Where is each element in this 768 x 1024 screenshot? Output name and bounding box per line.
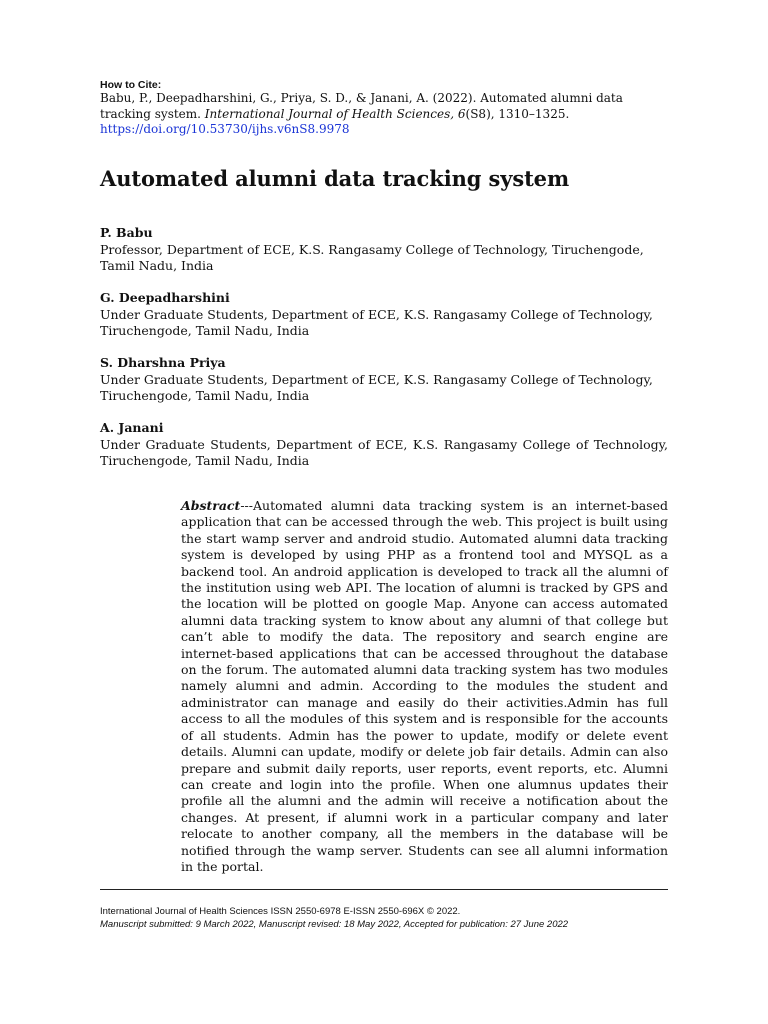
paper-title: Automated alumni data tracking system [100,166,570,191]
how-to-cite-label: How to Cite: [100,79,162,91]
author-name: P. Babu [100,225,153,240]
author-block [100,420,668,470]
abstract [181,498,668,875]
citation-journal: International Journal of Health Sciences, 6 [204,106,466,121]
doi-link[interactable]: https://doi.org/10.53730/ijhs.v6nS8.9978 [100,122,350,136]
citation [100,91,668,138]
author-affiliation: Under Graduate Students, Department of ECE, K.S. Rangasamy College of Technology, Tiruchengode, Tamil Nadu, India [100,306,653,338]
citation-text: Babu, P., Deepadharshini, G., Priya, S. D., & Janani, A. (2022). Automated alumni data tracking system. [100,91,623,121]
author-affiliation: Under Graduate Students, Department of ECE, K.S. Rangasamy College of Technology, Tiruchengode, Tamil Nadu, India [100,371,653,403]
author-name: G. Deepadharshini [100,290,230,305]
citation-issue: (S8), 1310–1325. [465,106,570,121]
author-block [100,225,668,275]
abstract-text: ---Automated alumni data tracking system is an internet-based application that can be accessed through the web. This project is built using the start wamp server and android studio. Automated alumni data tracking system is developed by using PHP as a frontend tool and MYSQL as a backend tool. An android application is developed to track all the alumni of the institution using web API. The location of alumni is tracked by GPS and the location will be plotted on google Map. Anyone can access automated alumni data tracking system to know about any alumni of that college but can’t able to modify the data. The repository and search engine are internet-based applications that can be accessed throughout the database on the forum. The automated alumni data tracking system has two modules namely alumni and admin. According to the modules the student and administrator can manage and easily do their activities.Admin has full access to all the modules of this system and is responsible for the accounts of all students. Admin has the power to update, modify or delete event details. Alumni can update, modify or delete job fair details. Admin can also prepare and submit daily reports, user reports, event reports, etc. Alumni can create and login into the profile. When one alumnus updates their profile all the alumni and the admin will receive a notification about the changes. At present, if alumni work in a particular company and later relocate to another company, all the members in the database will be notified through the wamp server. Students can see all alumni information in the portal. [181,498,668,874]
author-block [100,355,668,405]
footer-journal-line: International Journal of Health Sciences ISSN 2550-6978 E-ISSN 2550-696X © 2022. [100,906,461,917]
footer-divider [100,889,668,890]
author-name: A. Janani [100,420,164,435]
author-block [100,290,668,340]
footer [100,905,668,931]
footer-dates: Manuscript submitted: 9 March 2022, Manuscript revised: 18 May 2022, Accepted for publication: 27 June 2022 [100,919,569,930]
author-name: S. Dharshna Priya [100,355,226,370]
abstract-label: Abstract [181,498,241,513]
author-affiliation: Under Graduate Students, Department of ECE, K.S. Rangasamy College of Technology, Tiruchengode, Tamil Nadu, India [100,436,668,468]
author-affiliation: Professor, Department of ECE, K.S. Rangasamy College of Technology, Tiruchengode, Tamil Nadu, India [100,241,644,273]
